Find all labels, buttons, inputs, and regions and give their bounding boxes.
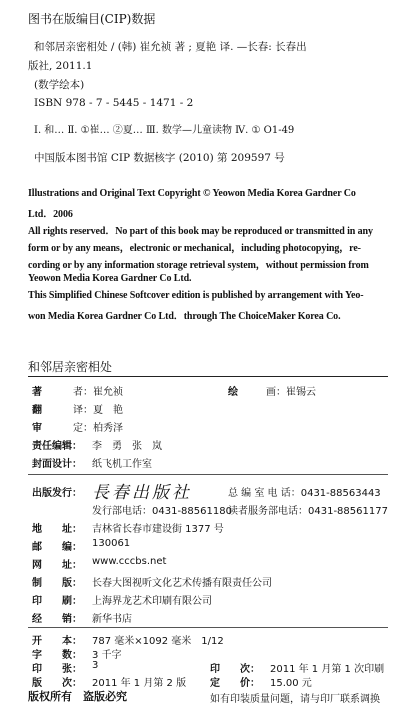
cover-design-label: 封面设计： — [32, 459, 82, 470]
cip-isbn: ISBN 978 - 7 - 5445 - 1471 - 2 — [34, 97, 194, 109]
reviewer-value: 定：柏秀泽 — [73, 423, 123, 434]
quality-notice: 如有印装质量问题，请与印厂联系调换 — [210, 694, 380, 705]
plate-making-label: 制 版： — [32, 578, 82, 589]
translator-label: 翻 — [32, 405, 42, 416]
publisher-rule — [28, 627, 388, 628]
editor-label: 责任编辑： — [32, 441, 82, 452]
rights-notice: 版权所有 盗版必究 — [28, 690, 127, 703]
reader-service-phone: 读者服务部电话：0431-88561177 — [228, 506, 388, 517]
word-count-label: 字 数： — [32, 650, 82, 661]
impression-value: 2011 年 1 月第 1 次印刷 — [270, 664, 385, 675]
address-value: 吉林省长春市建设街 1377 号 — [92, 524, 224, 535]
impression-label: 印 次： — [210, 664, 260, 675]
sheets-label: 印 张： — [32, 664, 82, 675]
copyright-line-2: Ltd．2006 — [28, 209, 73, 220]
sheets-value: 3 — [92, 660, 99, 671]
credits-rule — [28, 474, 388, 475]
copyright-line-6: Yeowon Media Korea Gardner Co Ltd. — [28, 273, 192, 284]
cip-heading: 图书在版编目(CIP)数据 — [28, 12, 156, 26]
format-value: 787 毫米×1092 毫米 1/12 — [92, 636, 224, 647]
reviewer-label: 审 — [32, 423, 42, 434]
format-label: 开 本： — [32, 636, 82, 647]
copyright-line-3: All rights reserved．No part of this book may be reproduced or transmitted in any — [28, 226, 373, 237]
author-value: 者：崔允祯 — [73, 387, 123, 398]
illustrator-value: 画：崔锡云 — [266, 387, 316, 398]
cip-series: (数学绘本) — [34, 79, 85, 91]
postcode-label: 邮 编： — [32, 542, 82, 553]
cip-classification: Ⅰ. 和… Ⅱ. ①崔… ②夏… Ⅲ. 数学—儿童读物 Ⅳ. ① O1-49 — [34, 125, 295, 136]
copyright-line-1: Illustrations and Original Text Copyright © Yeowon Media Korea Gardner Co — [28, 188, 356, 199]
illustrator-label: 绘 — [228, 387, 238, 398]
price-value: 15.00 元 — [270, 678, 312, 689]
edition-value: 2011 年 1 月第 2 版 — [92, 678, 187, 689]
distribution-phone: 发行部电话：0431-88561180 — [92, 506, 232, 517]
distributor-value: 新华书店 — [92, 614, 132, 625]
copyright-line-5: cording or by any information storage retrieval system，without permission from — [28, 260, 369, 271]
plate-making-value: 长春大图视听文化艺术传播有限责任公司 — [92, 578, 272, 589]
website-link[interactable]: www.cccbs.net — [92, 556, 167, 567]
title-rule — [28, 376, 388, 377]
distributor-label: 经 销： — [32, 614, 82, 625]
address-label: 地 址： — [32, 524, 82, 535]
cip-library-record: 中国版本图书馆 CIP 数据核字 (2010) 第 209597 号 — [34, 152, 285, 164]
cip-line-1: 和邻居亲密相处 / (韩) 崔允祯 著 ; 夏艳 译. —长春: 长春出 — [34, 41, 307, 53]
printer-label: 印 刷： — [32, 596, 82, 607]
translator-value: 译：夏 艳 — [73, 405, 123, 416]
printer-value: 上海界龙艺术印刷有限公司 — [92, 596, 212, 607]
publisher-label: 出版发行： — [32, 488, 82, 499]
editor-value: 李 勇 张 岚 — [92, 441, 162, 452]
postcode-value: 130061 — [92, 538, 131, 549]
publisher-logo: 長春出版社 — [92, 483, 192, 503]
copyright-line-4: form or by any means，electronic or mechanical，including photocopying，re- — [28, 243, 361, 254]
copyright-line-8: won Media Korea Gardner Co Ltd．through The ChoiceMaker Korea Co. — [28, 311, 341, 322]
price-label: 定 价： — [210, 678, 260, 689]
book-title: 和邻居亲密相处 — [28, 360, 113, 374]
copyright-line-7: This Simplified Chinese Softcover edition is published by arrangement with Yeo- — [28, 290, 364, 301]
cip-line-2: 版社, 2011.1 — [28, 60, 93, 72]
chief-editor-phone: 总 编 室 电 话：0431-88563443 — [228, 488, 381, 499]
cover-design-value: 纸飞机工作室 — [92, 459, 152, 470]
word-count-value: 3 千字 — [92, 650, 122, 661]
edition-label: 版 次： — [32, 678, 82, 689]
website-label: 网 址： — [32, 560, 82, 571]
author-label: 著 — [32, 387, 42, 398]
